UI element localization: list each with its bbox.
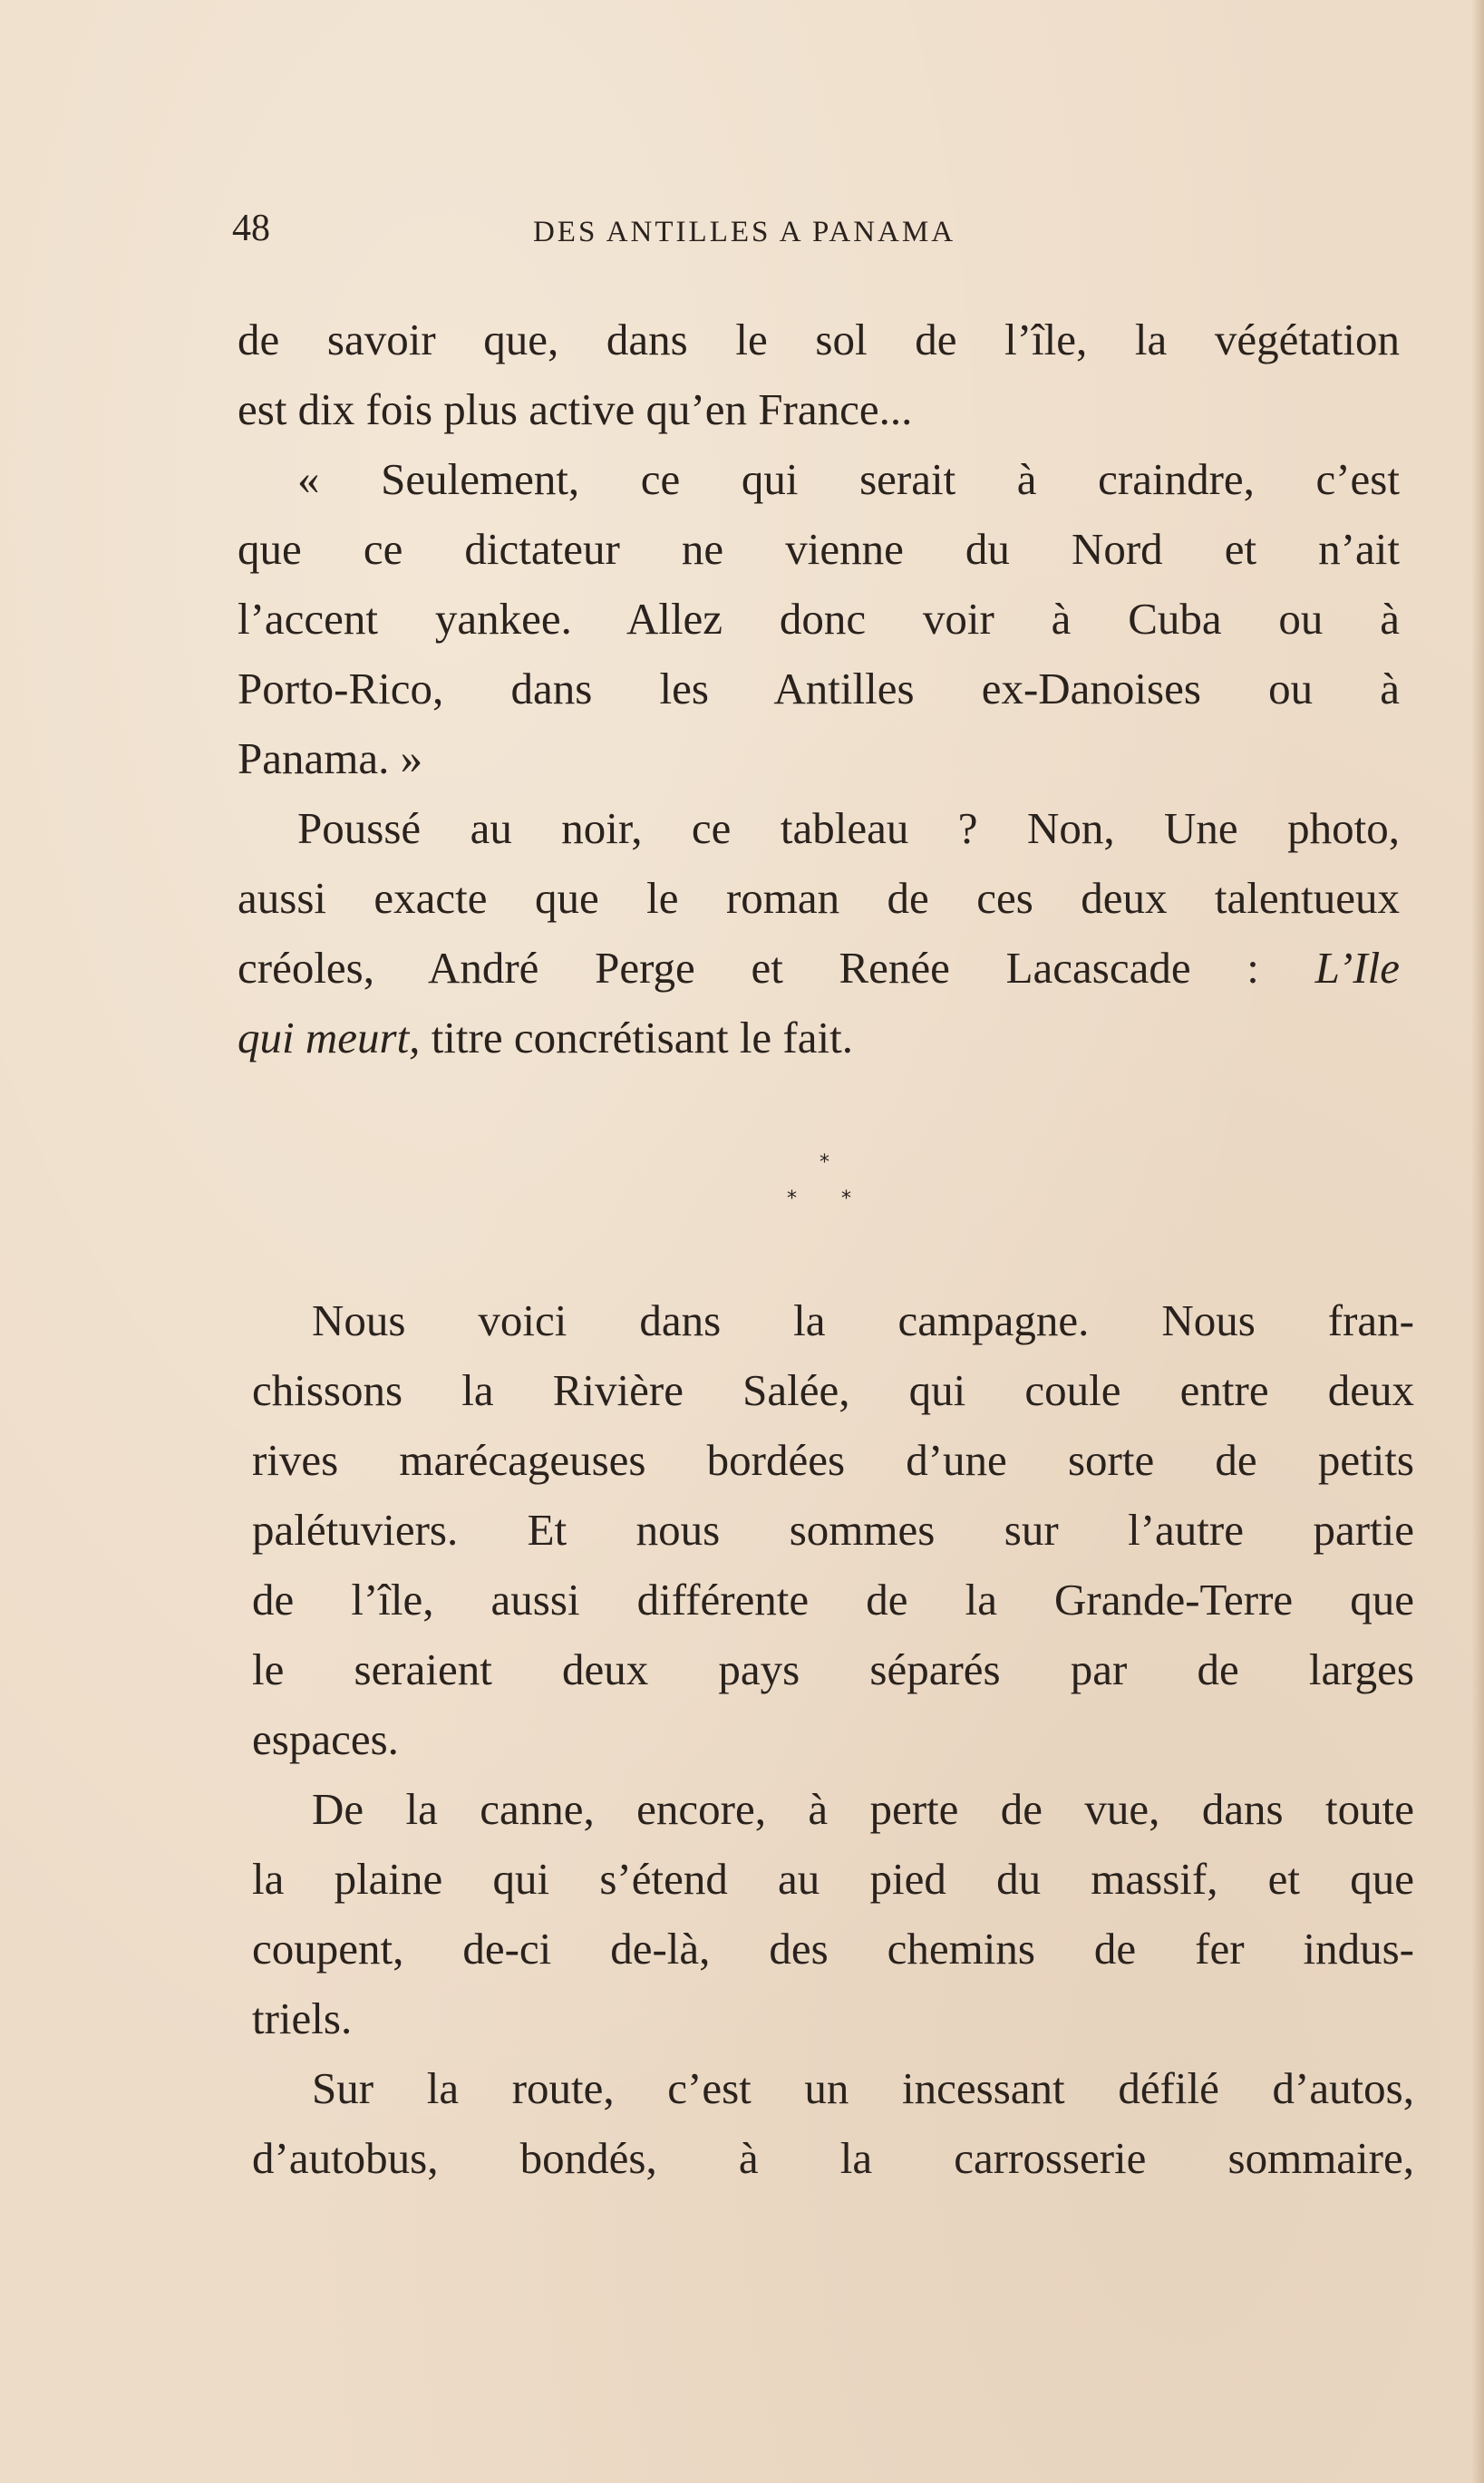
- text-line: [238, 1003, 1400, 1072]
- text-line: espaces.: [252, 1714, 399, 1764]
- text-line: coupent, de-ci de-là, des chemins de fer indus-: [252, 1924, 1414, 1974]
- page-number: 48: [232, 208, 270, 249]
- book-title-italic: qui meurt,: [238, 1013, 421, 1062]
- running-title: DES ANTILLES A PANAMA: [532, 216, 956, 248]
- asterism-star: *: [841, 1188, 851, 1210]
- running-header: [232, 201, 1148, 256]
- text-line: d’autobus, bondés, à la carrosserie sommaire,: [252, 2133, 1414, 2183]
- page-edge-shadow: [1471, 0, 1484, 2483]
- text-line: Porto-Rico, dans les Antilles ex-Danoises ou à: [238, 664, 1400, 713]
- text-line: aussi exacte que le roman de ces deux talentueux: [238, 873, 1400, 923]
- text-line: Poussé au noir, ce tableau ? Non, Une photo,: [297, 803, 1400, 853]
- text-line: De la canne, encore, à perte de vue, dans toute: [312, 1784, 1414, 1834]
- text-line: que ce dictateur ne vienne du Nord et n’ait: [238, 524, 1400, 574]
- text-segment: créoles, André Perge et Renée Lacascade :: [238, 943, 1259, 993]
- text-line: palétuviers. Et nous sommes sur l’autre partie: [252, 1505, 1414, 1555]
- paragraph-block-2: [252, 1285, 1414, 2193]
- book-title-italic: L’Ile: [1314, 943, 1400, 993]
- section-asterism: [780, 1151, 870, 1224]
- text-line: la plaine qui s’étend au pied du massif, et que: [252, 1854, 1414, 1904]
- paragraph-block-1: [238, 305, 1400, 1072]
- text-segment: titre concrétisant le fait.: [431, 1013, 853, 1062]
- text-line: de l’île, aussi différente de la Grande-Terre que: [252, 1575, 1414, 1625]
- text-line: triels.: [252, 1993, 353, 2043]
- text-line: Panama. »: [238, 733, 423, 783]
- asterism-star: *: [820, 1151, 829, 1174]
- text-line: Sur la route, c’est un incessant défilé d’autos,: [312, 2063, 1414, 2113]
- text-line: Nous voici dans la campagne. Nous fran-: [312, 1295, 1414, 1345]
- text-line: « Seulement, ce qui serait à craindre, c’est: [297, 454, 1400, 504]
- text-line: rives marécageuses bordées d’une sorte de petits: [252, 1435, 1414, 1485]
- text-line: l’accent yankee. Allez donc voir à Cuba ou à: [238, 594, 1400, 644]
- text-line: chissons la Rivière Salée, qui coule entre deux: [252, 1365, 1414, 1415]
- text-line: [238, 933, 1400, 1003]
- text-line: de savoir que, dans le sol de l’île, la végétation: [238, 315, 1400, 364]
- asterism-star: *: [787, 1188, 797, 1210]
- text-line: le seraient deux pays séparés par de larges: [252, 1644, 1414, 1694]
- text-line: est dix fois plus active qu’en France...: [238, 384, 913, 434]
